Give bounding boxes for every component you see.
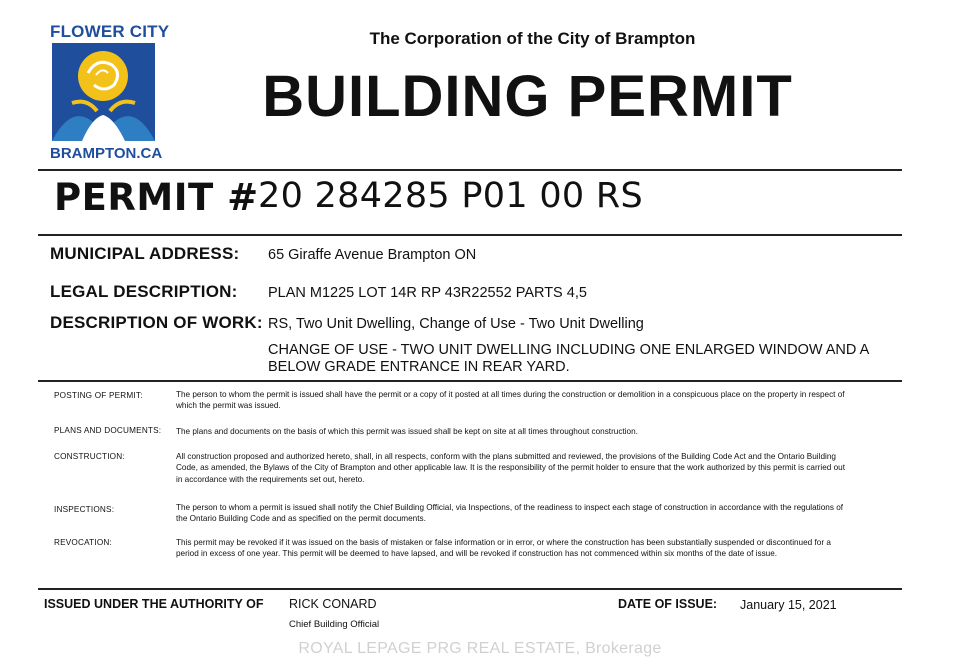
condition-text-revocation: This permit may be revoked if it was issued on the basis of mistaken or false information or in error, or where the construction has been substantially suspended or discontinued for a period in excess of one year. This permit will be deemed to have lapsed, and will be revoked if construction has not commenced within six months of the date of issue. bbox=[176, 538, 831, 559]
condition-label-construction: CONSTRUCTION: bbox=[54, 452, 125, 461]
condition-label-revocation: REVOCATION: bbox=[54, 538, 113, 547]
condition-text-construction: All construction proposed and authorized hereto, shall, in all respects, conform with the plans submitted and reviewed, the provisions of the Building Code Act and the Ontario Building Code, as amended, the Bylaws of the City of Brampton and other applicable law. It is the responsibility of the permit holder to ensure that the work authorized by this permit is carried out in accordance with the requirements set out, hereto. bbox=[176, 452, 845, 484]
municipal-address-label: MUNICIPAL ADDRESS: bbox=[50, 244, 240, 263]
legal-description-value: PLAN M1225 LOT 14R RP 43R22552 PARTS 4,5 bbox=[268, 285, 587, 301]
divider bbox=[38, 169, 902, 171]
issued-authority-label: ISSUED UNDER THE AUTHORITY OF bbox=[44, 597, 264, 611]
condition-text-inspections: The person to whom a permit is issued shall notify the Chief Building Official, via Inspections, of the readiness to inspect each stage of construction in accordance with the regulations of the Ontario Building Code and as specified on the permit documents. bbox=[176, 503, 844, 524]
description-of-work-label: DESCRIPTION OF WORK: bbox=[50, 313, 263, 332]
condition-text-posting: The person to whom the permit is issued shall have the permit or a copy of it posted at all times during the construction or demolition in a conspicuous place on the property in respect of which the permit was issued. bbox=[176, 390, 845, 411]
brokerage-watermark: ROYAL LEPAGE PRG REAL ESTATE, Brokerage bbox=[298, 640, 662, 657]
issuer-title: Chief Building Official bbox=[289, 619, 380, 630]
condition-label-inspections: INSPECTIONS: bbox=[54, 505, 115, 514]
permit-label: PERMIT # bbox=[54, 176, 259, 219]
divider bbox=[38, 234, 902, 236]
divider bbox=[38, 588, 902, 590]
issuer-name: RICK CONARD bbox=[289, 597, 377, 611]
logo-brampton-text: BRAMPTON.CA bbox=[50, 145, 163, 162]
corporation-heading: The Corporation of the City of Brampton bbox=[369, 29, 696, 48]
date-of-issue-label: DATE OF ISSUE: bbox=[618, 597, 718, 611]
condition-label-plans: PLANS AND DOCUMENTS: bbox=[54, 426, 162, 435]
municipal-address-value: 65 Giraffe Avenue Brampton ON bbox=[268, 247, 477, 263]
document-title: BUILDING PERMIT bbox=[262, 64, 793, 129]
date-of-issue-value: January 15, 2021 bbox=[740, 598, 837, 612]
divider bbox=[38, 380, 902, 382]
condition-text-plans: The plans and documents on the basis of which this permit was issued shall be kept on site at all times throughout construction. bbox=[176, 427, 638, 436]
legal-description-label: LEGAL DESCRIPTION: bbox=[50, 282, 238, 301]
logo-flower-city-text: FLOWER CITY bbox=[50, 22, 170, 41]
brampton-flower-logo bbox=[52, 43, 155, 141]
description-of-work-detail: CHANGE OF USE - TWO UNIT DWELLING INCLUDING ONE ENLARGED WINDOW AND A BELOW GRADE ENTRANCE IN REAR YARD. bbox=[268, 342, 869, 375]
description-of-work-value: RS, Two Unit Dwelling, Change of Use - Two Unit Dwelling bbox=[268, 316, 644, 332]
permit-number: 20 284285 P01 00 RS bbox=[258, 176, 644, 216]
condition-label-posting: POSTING OF PERMIT: bbox=[54, 391, 143, 400]
